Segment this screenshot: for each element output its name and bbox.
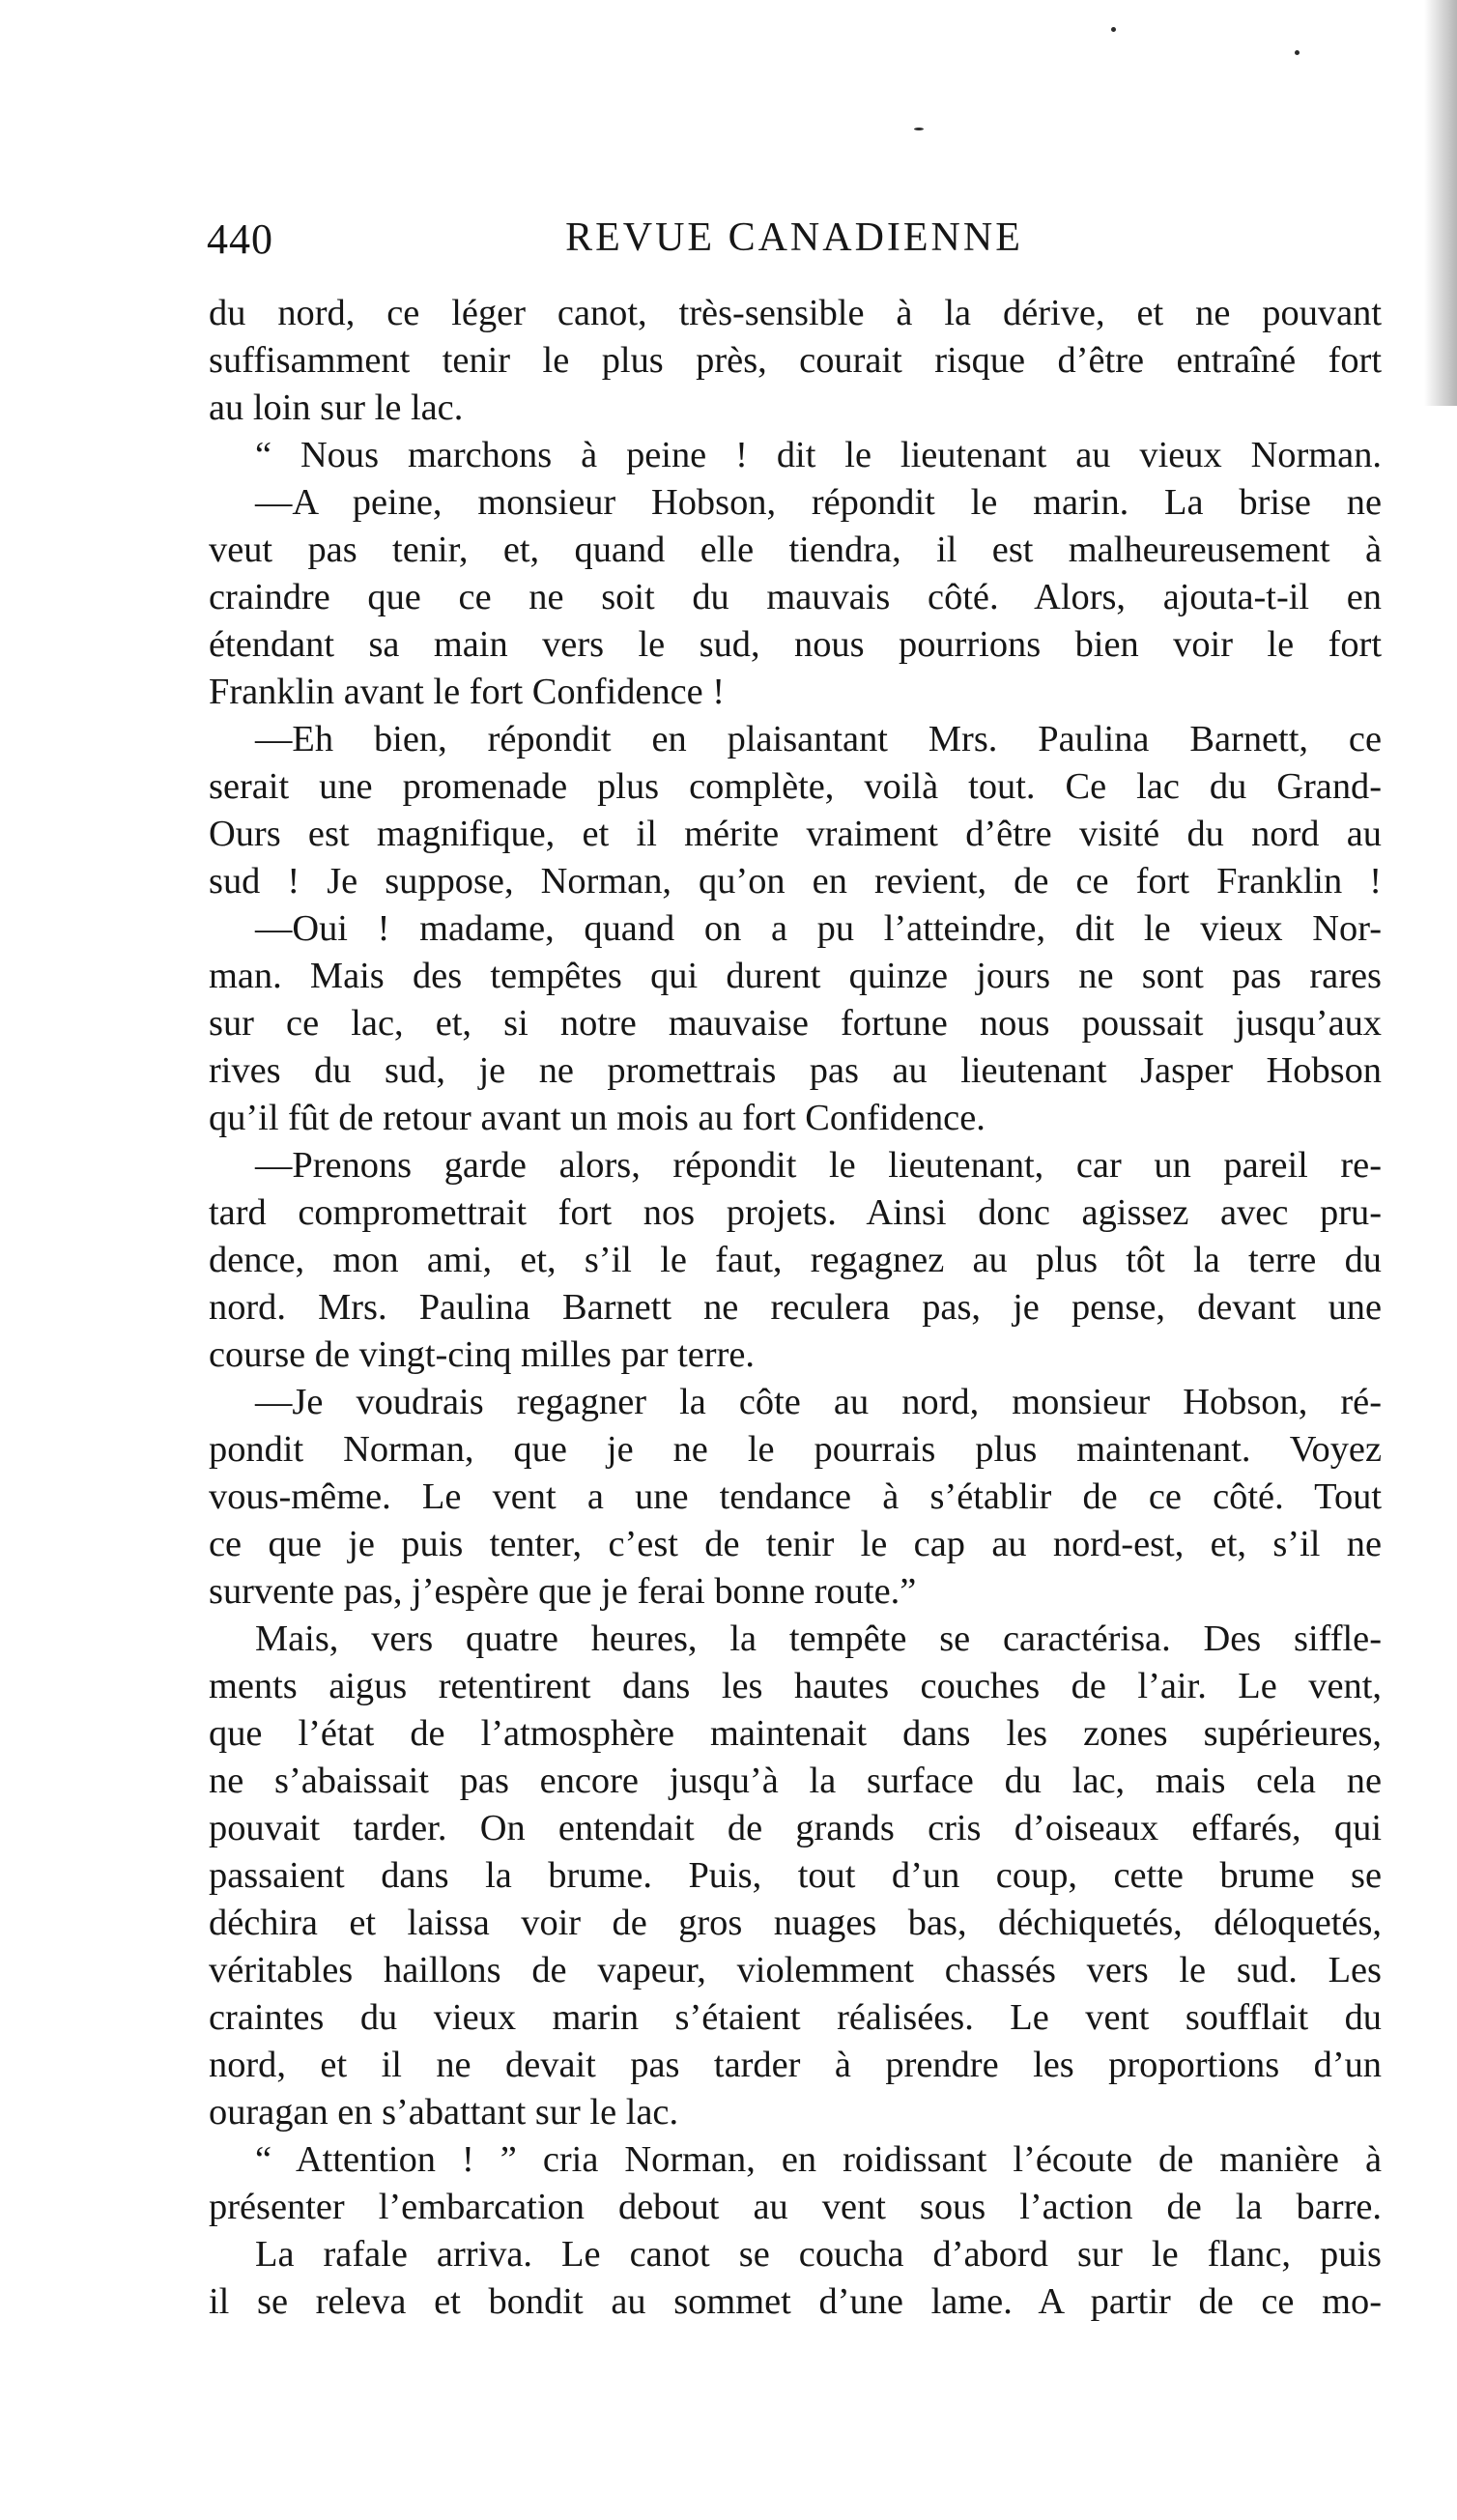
scan-speck [914,128,924,130]
text-line: rives du sud, je ne promettrais pas au lieutenant Jasper Hobson [209,1050,1382,1091]
text-line: ne s’abaissait pas encore jusqu’à la surface du lac, mais cela ne [209,1761,1382,1801]
text-line: —Eh bien, répondit en plaisantant Mrs. Paulina Barnett, ce [255,719,1382,759]
text-line: survente pas, j’espère que je ferai bonne route.” [209,1571,917,1612]
text-line: dence, mon ami, et, s’il le faut, regagnez au plus tôt la terre du [209,1240,1382,1280]
page-number: 440 [207,215,273,263]
text-line: que l’état de l’atmosphère maintenait dans les zones supérieures, [209,1713,1382,1754]
text-line: pouvait tarder. On entendait de grands cris d’oiseaux effarés, qui [209,1808,1382,1848]
text-line: —A peine, monsieur Hobson, répondit le marin. La brise ne [255,482,1382,523]
text-line: ments aigus retentirent dans les hautes couches de l’air. Le vent, [209,1666,1382,1706]
text-line: veut pas tenir, et, quand elle tiendra, il est malheureusement à [209,530,1382,570]
text-line: il se releva et bondit au sommet d’une lame. A partir de ce mo- [209,2281,1382,2322]
text-line: nord. Mrs. Paulina Barnett ne reculera pas, je pense, devant une [209,1287,1382,1328]
text-line: ouragan en s’abattant sur le lac. [209,2092,679,2133]
text-line: au loin sur le lac. [209,387,464,428]
text-line: présenter l’embarcation debout au vent sous l’action de la barre. [209,2187,1382,2227]
text-line: serait une promenade plus complète, voilà tout. Ce lac du Grand- [209,766,1382,807]
text-line: Mais, vers quatre heures, la tempête se caractérisa. Des siffle- [255,1618,1382,1659]
text-line: du nord, ce léger canot, très-sensible à la dérive, et ne pouvant [209,293,1382,333]
text-line: man. Mais des tempêtes qui durent quinze jours ne sont pas rares [209,956,1382,996]
text-line: qu’il fût de retour avant un mois au fort Confidence. [209,1098,986,1138]
text-line: Franklin avant le fort Confidence ! [209,672,726,712]
scan-speck [1295,50,1300,55]
page-header [207,215,1382,272]
text-line: Ours est magnifique, et il mérite vraiment d’être visité du nord au [209,814,1382,854]
text-line: nord, et il ne devait pas tarder à prendre les proportions d’un [209,2045,1382,2085]
page-edge-shadow [1424,0,1457,406]
text-line: tard compromettrait fort nos projets. Ainsi donc agissez avec pru- [209,1192,1382,1233]
text-line: —Prenons garde alors, répondit le lieutenant, car un pareil re- [255,1145,1382,1186]
text-line: passaient dans la brume. Puis, tout d’un coup, cette brume se [209,1855,1382,1896]
text-line: sud ! Je suppose, Norman, qu’on en revient, de ce fort Franklin ! [209,861,1382,902]
text-line: craintes du vieux marin s’étaient réalisées. Le vent soufflait du [209,1997,1382,2038]
text-line: —Je voudrais regagner la côte au nord, monsieur Hobson, ré- [255,1382,1382,1422]
text-line: étendant sa main vers le sud, nous pourrions bien voir le fort [209,624,1382,665]
text-line: suffisamment tenir le plus près, courait risque d’être entraîné fort [209,340,1382,381]
text-line: La rafale arriva. Le canot se coucha d’abord sur le flanc, puis [255,2234,1382,2275]
text-line: pondit Norman, que je ne le pourrais plus maintenant. Voyez [209,1429,1382,1470]
text-line: course de vingt-cinq milles par terre. [209,1334,755,1375]
scan-speck [1111,27,1116,32]
running-head: REVUE CANADIENNE [565,215,1023,260]
text-line: déchira et laissa voir de gros nuages bas, déchiquetés, déloquetés, [209,1903,1382,1943]
text-line: sur ce lac, et, si notre mauvaise fortune nous poussait jusqu’aux [209,1003,1382,1044]
text-line: craindre que ce ne soit du mauvais côté. Alors, ajouta-t-il en [209,577,1382,617]
text-line: vous-même. Le vent a une tendance à s’établir de ce côté. Tout [209,1476,1382,1517]
text-line: “ Nous marchons à peine ! dit le lieutenant au vieux Norman. [255,435,1382,475]
text-line: véritables haillons de vapeur, violemment chassés vers le sud. Les [209,1950,1382,1990]
text-line: “ Attention ! ” cria Norman, en roidissant l’écoute de manière à [255,2139,1382,2180]
text-line: —Oui ! madame, quand on a pu l’atteindre, dit le vieux Nor- [255,908,1382,949]
body-text [209,290,1382,2326]
text-line: ce que je puis tenter, c’est de tenir le cap au nord-est, et, s’il ne [209,1524,1382,1564]
